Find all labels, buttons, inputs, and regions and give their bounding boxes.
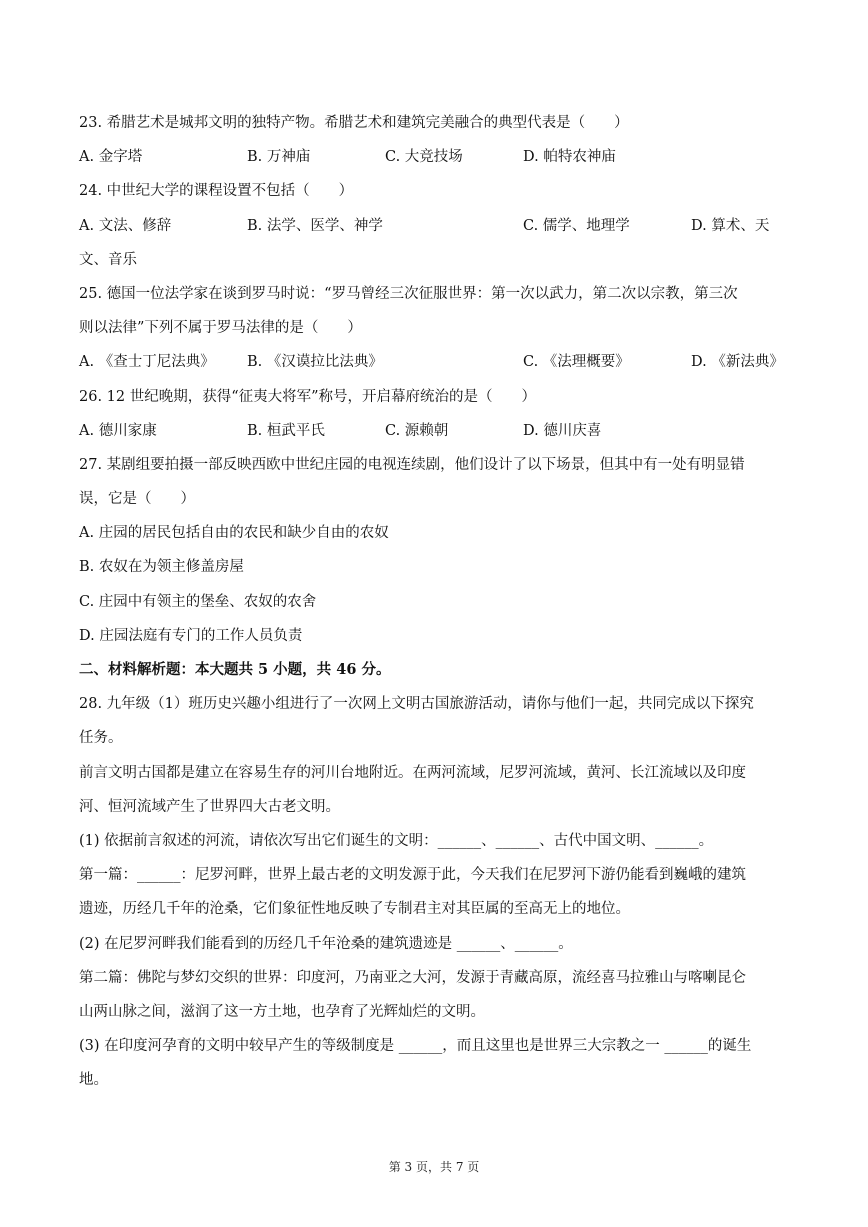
option-b: B. 桓武平氏 [247,422,325,439]
section-heading: 二、材料解析题：本大题共 5 小题，共 46 分。 [79,661,391,678]
question-26-stem: 26. 12 世纪晚期，获得“征夷大将军”称号，开启幕府统治的是（ ） [79,388,537,405]
question-28-intro-line2: 河、恒河流域产生了世界四大古老文明。 [79,798,340,815]
part-2-line2: 山两山脉之间，滋润了这一方土地，也孕育了光辉灿烂的文明。 [79,1003,485,1020]
sub-question-3-line1: (3) 在印度河孕育的文明中较早产生的等级制度是 ______，而且这里也是世界三大宗教之一 ______的诞生 [79,1038,752,1055]
option-b: B. 万神庙 [247,149,311,166]
option-d: D. 算术、天 [691,217,770,234]
sub-question-1: (1) 依据前言叙述的河流，请依次写出它们诞生的文明：______、______、古代中国文明、______。 [79,832,714,849]
part-2-line1: 第二篇：佛陀与梦幻交织的世界：印度河，乃南亚之大河，发源于青藏高原，流经喜马拉雅山与喀喇昆仑 [79,969,746,986]
sub-question-3-line2: 地。 [79,1072,108,1089]
question-25-stem-line1: 25. 德国一位法学家在谈到罗马时说：“罗马曾经三次征服世界：第一次以武力，第二次以宗教，第三次 [79,285,738,302]
option-d: D. 德川庆喜 [523,422,602,439]
question-24-options [79,214,791,248]
question-27-stem-line2: 误，它是（ ） [79,491,195,508]
option-c: C. 庄园中有领主的堡垒、农奴的农舍 [79,593,317,610]
part-1-line2: 遗迹，历经几千年的沧桑，它们象征性地反映了专制君主对其臣属的至高无上的地位。 [79,901,630,918]
option-d: D. 庄园法庭有专门的工作人员负责 [79,627,303,644]
question-28-stem-line1: 28. 九年级（1）班历史兴趣小组进行了一次网上文明古国旅游活动，请你与他们一起，共同完成以下探究 [79,696,754,713]
option-b: B. 《汉谟拉比法典》 [247,354,383,371]
option-c: C. 《法理概要》 [523,354,630,371]
option-c: C. 源赖朝 [385,422,449,439]
question-24-options-continued: 文、音乐 [79,251,137,268]
option-c: C. 大竞技场 [385,149,463,166]
option-a: A. 金字塔 [79,149,143,166]
option-a: A. 庄园的居民包括自由的农民和缺少自由的农奴 [79,525,389,542]
option-a: A. 文法、修辞 [79,217,172,234]
page-footer: 第 3 页，共 7 页 [388,1160,480,1174]
question-23-options [79,145,791,179]
question-25-stem-line2: 则以法律”下列不属于罗马法律的是（ ） [79,320,362,337]
question-24-stem: 24. 中世纪大学的课程设置不包括（ ） [79,183,354,200]
part-1-line1: 第一篇：______：尼罗河畔，世界上最古老的文明发源于此，今天我们在尼罗河下游仍能看到巍峨的建筑 [79,867,746,884]
question-26-options [79,419,791,453]
option-a: A. 《查士丁尼法典》 [79,354,215,371]
option-c: C. 儒学、地理学 [523,217,630,234]
option-b: B. 法学、医学、神学 [247,217,383,234]
page-content [79,111,791,1102]
question-28-stem-line2: 任务。 [79,730,123,747]
option-d: D. 帕特农神庙 [523,149,616,166]
option-d: D. 《新法典》 [691,354,784,371]
sub-question-2: (2) 在尼罗河畔我们能看到的历经几千年沧桑的建筑遗迹是 ______、______。 [79,935,573,952]
question-27-stem-line1: 27. 某剧组要拍摄一部反映西欧中世纪庄园的电视连续剧，他们设计了以下场景，但其中有一处有明显错 [79,456,745,473]
option-a: A. 德川家康 [79,422,157,439]
option-b: B. 农奴在为领主修盖房屋 [79,559,244,576]
question-23-stem: 23. 希腊艺术是城邦文明的独特产物。希腊艺术和建筑完美融合的典型代表是（ ） [79,115,629,131]
question-28-intro-line1: 前言文明古国都是建立在容易生存的河川台地附近。在两河流域，尼罗河流域，黄河、长江流域以及印度 [79,764,746,781]
question-25-options [79,350,791,384]
